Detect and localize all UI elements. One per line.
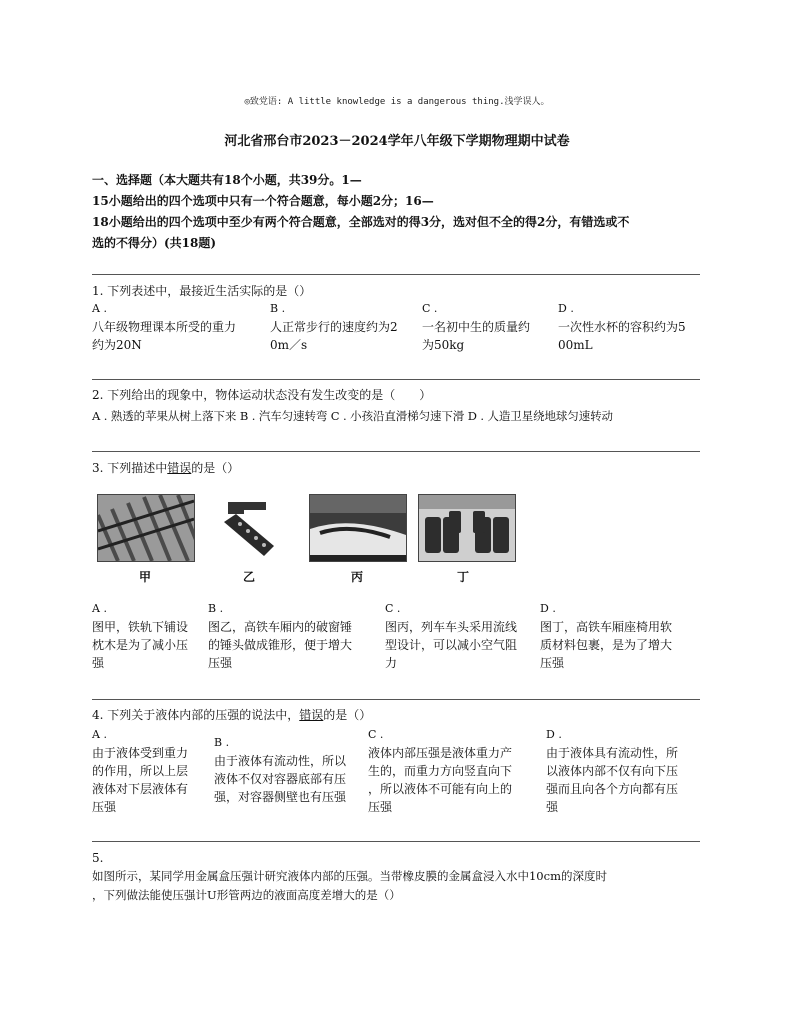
option-text: 由于液体具有流动性，所: [546, 746, 679, 760]
q1-option-c[interactable]: [422, 300, 552, 354]
option-label: A .: [92, 602, 107, 615]
stem-emphasis: 错误: [299, 708, 324, 722]
option-text: 强: [92, 656, 105, 670]
divider: [92, 379, 700, 380]
q3-option-b[interactable]: [208, 600, 378, 672]
option-text: 图甲，铁轨下铺设: [92, 620, 189, 634]
option-text: 压强: [540, 656, 565, 670]
option-text: ，所以液体不可能有向上的: [368, 782, 513, 796]
divider: [92, 274, 700, 275]
option-text: 人正常步行的速度约为2: [270, 320, 398, 334]
option-text: 约为20N: [92, 338, 142, 352]
q4-option-d[interactable]: [546, 726, 702, 816]
q2-stem: 2. 下列给出的现象中，物体运动状态没有发生改变的是（ ）: [92, 388, 432, 402]
option-text: 图丁，高铁车厢座椅用软: [540, 620, 673, 634]
q4-option-a[interactable]: [92, 726, 210, 816]
divider: [92, 699, 700, 700]
option-text: 压强: [92, 800, 117, 814]
q1-option-a[interactable]: [92, 300, 264, 354]
option-text: 一名初中生的质量约: [422, 320, 531, 334]
option-text: 液体内部压强是液体重力产: [368, 746, 513, 760]
option-text: 的作用，所以上层: [92, 764, 189, 778]
q5-stem-line: 如图所示，某同学用金属盒压强计研究液体内部的压强。当带橡皮膜的金属盒浸入水中10cm的深度时: [92, 869, 607, 883]
q1-stem: 1. 下列表述中，最接近生活实际的是（）: [92, 284, 312, 298]
q1-option-d[interactable]: [558, 300, 706, 354]
option-text: 为50kg: [422, 338, 465, 352]
image-caption: 甲: [138, 570, 151, 584]
divider: [92, 841, 700, 842]
q3-stem: [92, 459, 239, 476]
q2-options[interactable]: A . 熟透的苹果从树上落下来 B . 汽车匀速转弯 C . 小孩沿直滑梯匀速下滑 D . 人造卫星绕地球匀速转动: [92, 409, 613, 423]
section-line: 一、选择题（本大题共有18个小题，共39分。1—: [92, 173, 362, 187]
q4-stem: [92, 706, 371, 723]
option-text: 液体对下层液体有: [92, 782, 189, 796]
q3-option-a[interactable]: [92, 600, 204, 672]
option-label: D .: [540, 602, 556, 615]
q4-option-c[interactable]: [368, 726, 536, 816]
q3-option-d[interactable]: [540, 600, 700, 672]
q5-stem-line: ，下列做法能使压强计U形管两边的液面高度差增大的是（）: [92, 888, 401, 902]
option-label: B .: [270, 302, 286, 315]
option-label: D .: [558, 302, 574, 315]
option-label: D .: [546, 728, 562, 741]
section-heading: [92, 170, 702, 254]
option-text: 压强: [208, 656, 233, 670]
motto: ◎致党语: A little knowledge is a dangerous thing.浅学误人。: [244, 97, 550, 107]
stem-text: 4. 下列关于液体内部的压强的说法中，: [92, 708, 300, 722]
section-line: 选的不得分）(共18题): [92, 236, 217, 250]
q4-option-b[interactable]: [214, 734, 364, 806]
q1-option-b[interactable]: [270, 300, 420, 354]
option-text: 枕木是为了减小压: [92, 638, 189, 652]
option-text: 00mL: [558, 338, 593, 352]
option-text: 强而且向各个方向都有压: [546, 782, 679, 796]
option-text: 压强: [368, 800, 393, 814]
option-text: 质材料包裹，是为了增大: [540, 638, 673, 652]
option-text: 一次性水杯的容积约为5: [558, 320, 686, 334]
image-caption: 丁: [456, 570, 469, 584]
option-label: B .: [208, 602, 224, 615]
stem-text: 的是（）: [323, 708, 372, 722]
option-text: 图乙，高铁车厢内的破窗锤: [208, 620, 353, 634]
stem-text: 3. 下列描述中: [92, 461, 168, 475]
option-text: 生的，而重力方向竖直向下: [368, 764, 513, 778]
option-text: 液体不仅对容器底部有压: [214, 772, 347, 786]
option-text: 由于液体有流动性，所以: [214, 754, 347, 768]
option-label: C .: [385, 602, 401, 615]
q5-number: 5.: [92, 851, 104, 865]
image-caption: 丙: [350, 570, 363, 584]
option-text: 强，对容器侧壁也有压强: [214, 790, 347, 804]
image-caption: 乙: [242, 570, 255, 584]
safety-hammer-icon: [206, 494, 296, 560]
exam-title: 河北省邢台市2023－2024学年八年级下学期物理期中试卷: [224, 134, 570, 149]
railway-track-icon: [97, 494, 195, 562]
option-text: 型设计，可以减小空气阻: [385, 638, 518, 652]
option-text: 以液体内部不仅有向下压: [546, 764, 679, 778]
option-text: 力: [385, 656, 398, 670]
option-label: A .: [92, 728, 107, 741]
stem-emphasis: 错误: [167, 461, 192, 475]
option-label: B .: [214, 736, 230, 749]
option-text: 图丙，列车车头采用流线: [385, 620, 518, 634]
option-text: 强: [546, 800, 559, 814]
stem-text: 的是（）: [191, 461, 240, 475]
section-line: 15小题给出的四个选项中只有一个符合题意，每小题2分；16—: [92, 194, 434, 208]
q3-option-c[interactable]: [385, 600, 535, 672]
divider: [92, 451, 700, 452]
option-text: 由于液体受到重力: [92, 746, 189, 760]
option-label: C .: [422, 302, 438, 315]
high-speed-train-icon: [309, 494, 407, 562]
option-text: 八年级物理课本所受的重力: [92, 320, 237, 334]
option-text: 0m／s: [270, 338, 308, 352]
train-seats-icon: [418, 494, 516, 562]
section-line: 18小题给出的四个选项中至少有两个符合题意，全部选对的得3分，选对但不全的得2分，有错选或不: [92, 215, 630, 229]
option-text: 的锤头做成锥形，便于增大: [208, 638, 353, 652]
option-label: C .: [368, 728, 384, 741]
option-label: A .: [92, 302, 107, 315]
